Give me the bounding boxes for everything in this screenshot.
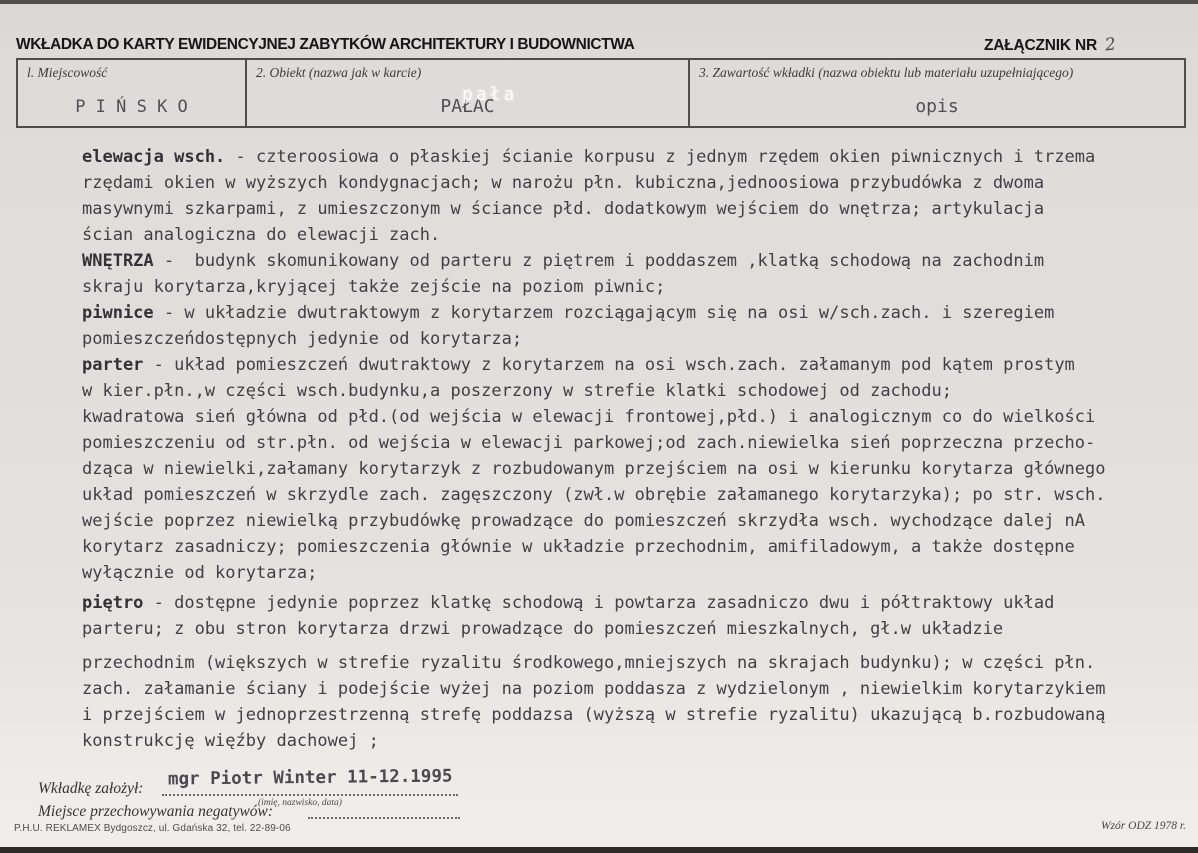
body-line: i przejściem w jednoprzestrzenną strefę poddazsa (wyższą w strefie ryzalitu) ukazującą b.rozbudowaną	[82, 705, 1106, 725]
paragraph-lead: piętro	[82, 593, 144, 613]
body-line: wyłącznie od korytarza;	[82, 563, 318, 583]
body-line: ścian analogiczna do elewacji zach.	[82, 225, 441, 245]
body-line: przechodnim (większych w strefie ryzalitu środkowego,mniejszych na skrajach budynku); w części płn.	[82, 653, 1096, 673]
field-obiekt-label: 2. Obiekt (nazwa jak w karcie)	[256, 65, 422, 80]
field-miejscowosc-label: l. Miejscowość	[27, 65, 108, 80]
attachment-label: ZAŁĄCZNIK NR	[984, 37, 1097, 54]
body-line: dząca w niewielki,załamany korytarzyk z rozbudowanym przejściem na osi w kierunku korytarza głównego	[82, 459, 1106, 479]
body-line: kwadratowa sień główna od płd.(od wejścia w elewacji frontowej,płd.) i analogicznym co do wielkości	[82, 407, 1096, 427]
document-title: WKŁADKA DO KARTY EWIDENCYJNEJ ZABYTKÓW ARCHITEKTURY I BUDOWNICTWA	[16, 36, 635, 53]
body-line: skraju korytarza,kryjącej także zejście na poziom piwnic;	[82, 277, 666, 297]
field-obiekt-value: PAŁAC	[440, 96, 495, 117]
body-line: parter - układ pomieszczeń dwutraktowy z korytarzem na osi wsch.zach. załamanym pod kątem prostym	[82, 355, 1075, 375]
founder-value: mgr Piotr Winter 11-12.1995	[167, 766, 453, 790]
whiteout-ghost-text: pała	[462, 84, 518, 105]
body-line: korytarz zasadniczy; pomieszczenia głównie w układzie przechodnim, amifiladowym, a także dostępne	[82, 537, 1075, 557]
body-line: zach. załamanie ściany i podejście wyżej na poziom poddasza z wydzielonym , niewielkim korytarzykiem	[82, 679, 1106, 699]
field-zawartosc-label: 3. Zawartość wkładki (nazwa obiektu lub materiału uzupełniającego)	[699, 65, 1074, 80]
scan-edge-bottom	[0, 847, 1198, 853]
paragraph-lead: piwnice	[82, 303, 154, 323]
attachment-number	[984, 35, 1116, 55]
field-zawartosc	[688, 60, 1184, 126]
body-line: piwnice - w układzie dwutraktowym z korytarzem rozciągającym się na osi w/sch.zach. i szeregiem	[82, 303, 1055, 323]
field-miejscowosc	[18, 60, 245, 126]
body-paragraph	[82, 352, 1142, 586]
body-paragraph	[82, 590, 1142, 642]
body-paragraph	[82, 300, 1142, 352]
founder-label: Wkładkę założył:	[38, 780, 144, 797]
paragraph-lead: WNĘTRZA	[82, 251, 154, 271]
field-zawartosc-value: opis	[915, 96, 959, 117]
body-line: układ pomieszczeń w skrzydle zach. zagęszczony (zwł.w obrębie załamanego korytarzyka); po str. wsch.	[82, 485, 1106, 505]
body-line: WNĘTRZA - budynk skomunikowany od parteru z piętrem i poddaszem ,klatką schodową na zachodnim	[82, 251, 1045, 271]
body-paragraph	[82, 144, 1142, 248]
body-line: pomieszczeniu od str.płn. od wejścia w elewacji parkowej;od zach.niewielka sień poprzeczna przecho-	[82, 433, 1096, 453]
body-paragraph	[82, 248, 1142, 300]
attachment-number-handwritten: 2	[1104, 34, 1118, 56]
header-form-table	[16, 58, 1186, 128]
body-text	[82, 144, 1142, 754]
founder-hint: (imię, nazwisko, data)	[258, 798, 342, 808]
body-paragraph	[82, 650, 1142, 754]
founder-dotted-line	[162, 778, 458, 796]
form-code: Wzór ODZ 1978 r.	[1101, 820, 1186, 832]
body-line: elewacja wsch. - czteroosiowa o płaskiej ścianie korpusu z jednym rzędem okien piwnicznych i trzema	[82, 147, 1096, 167]
body-line: wejście poprzez niewielką przybudówkę prowadzące do pomieszczeń skrzydła wsch. wychodzące dalej nA	[82, 511, 1086, 531]
paragraph-lead: elewacja wsch.	[82, 147, 226, 167]
field-obiekt	[245, 60, 688, 126]
scan-edge-top	[0, 0, 1198, 4]
body-line: piętro - dostępne jedynie poprzez klatkę schodową i powtarza zasadniczo dwu i półtraktowy układ	[82, 593, 1055, 613]
printer-credit: P.H.U. REKLAMEX Bydgoszcz, ul. Gdańska 32, tel. 22-89-06	[14, 823, 291, 834]
body-line: w kier.płn.,w części wsch.budynku,a poszerzony w strefie klatki schodowej od zachodu;	[82, 381, 952, 401]
negatives-label: Miejsce przechowywania negatywów:	[38, 803, 274, 820]
body-line: pomieszczeńdostępnych jedynie od korytarza;	[82, 329, 523, 349]
body-line: rzędami okien w wyższych kondygnacjach; w narożu płn. kubiczna,jednoosiowa przybudówka z dwoma	[82, 173, 1045, 193]
paragraph-lead: parter	[82, 355, 144, 375]
field-miejscowosc-value: P I Ń S K O	[75, 97, 188, 117]
negatives-dotted-line	[308, 801, 460, 819]
body-line: parteru; z obu stron korytarza drzwi prowadzące do pomieszczeń mieszkalnych, gł.w układzie	[82, 619, 1004, 639]
body-line: konstrukcję więźby dachowej ;	[82, 731, 379, 751]
body-line: masywnymi szkarpami, z umieszczonym w ściance płd. dodatkowym wejściem do wnętrza; artykulacja	[82, 199, 1045, 219]
